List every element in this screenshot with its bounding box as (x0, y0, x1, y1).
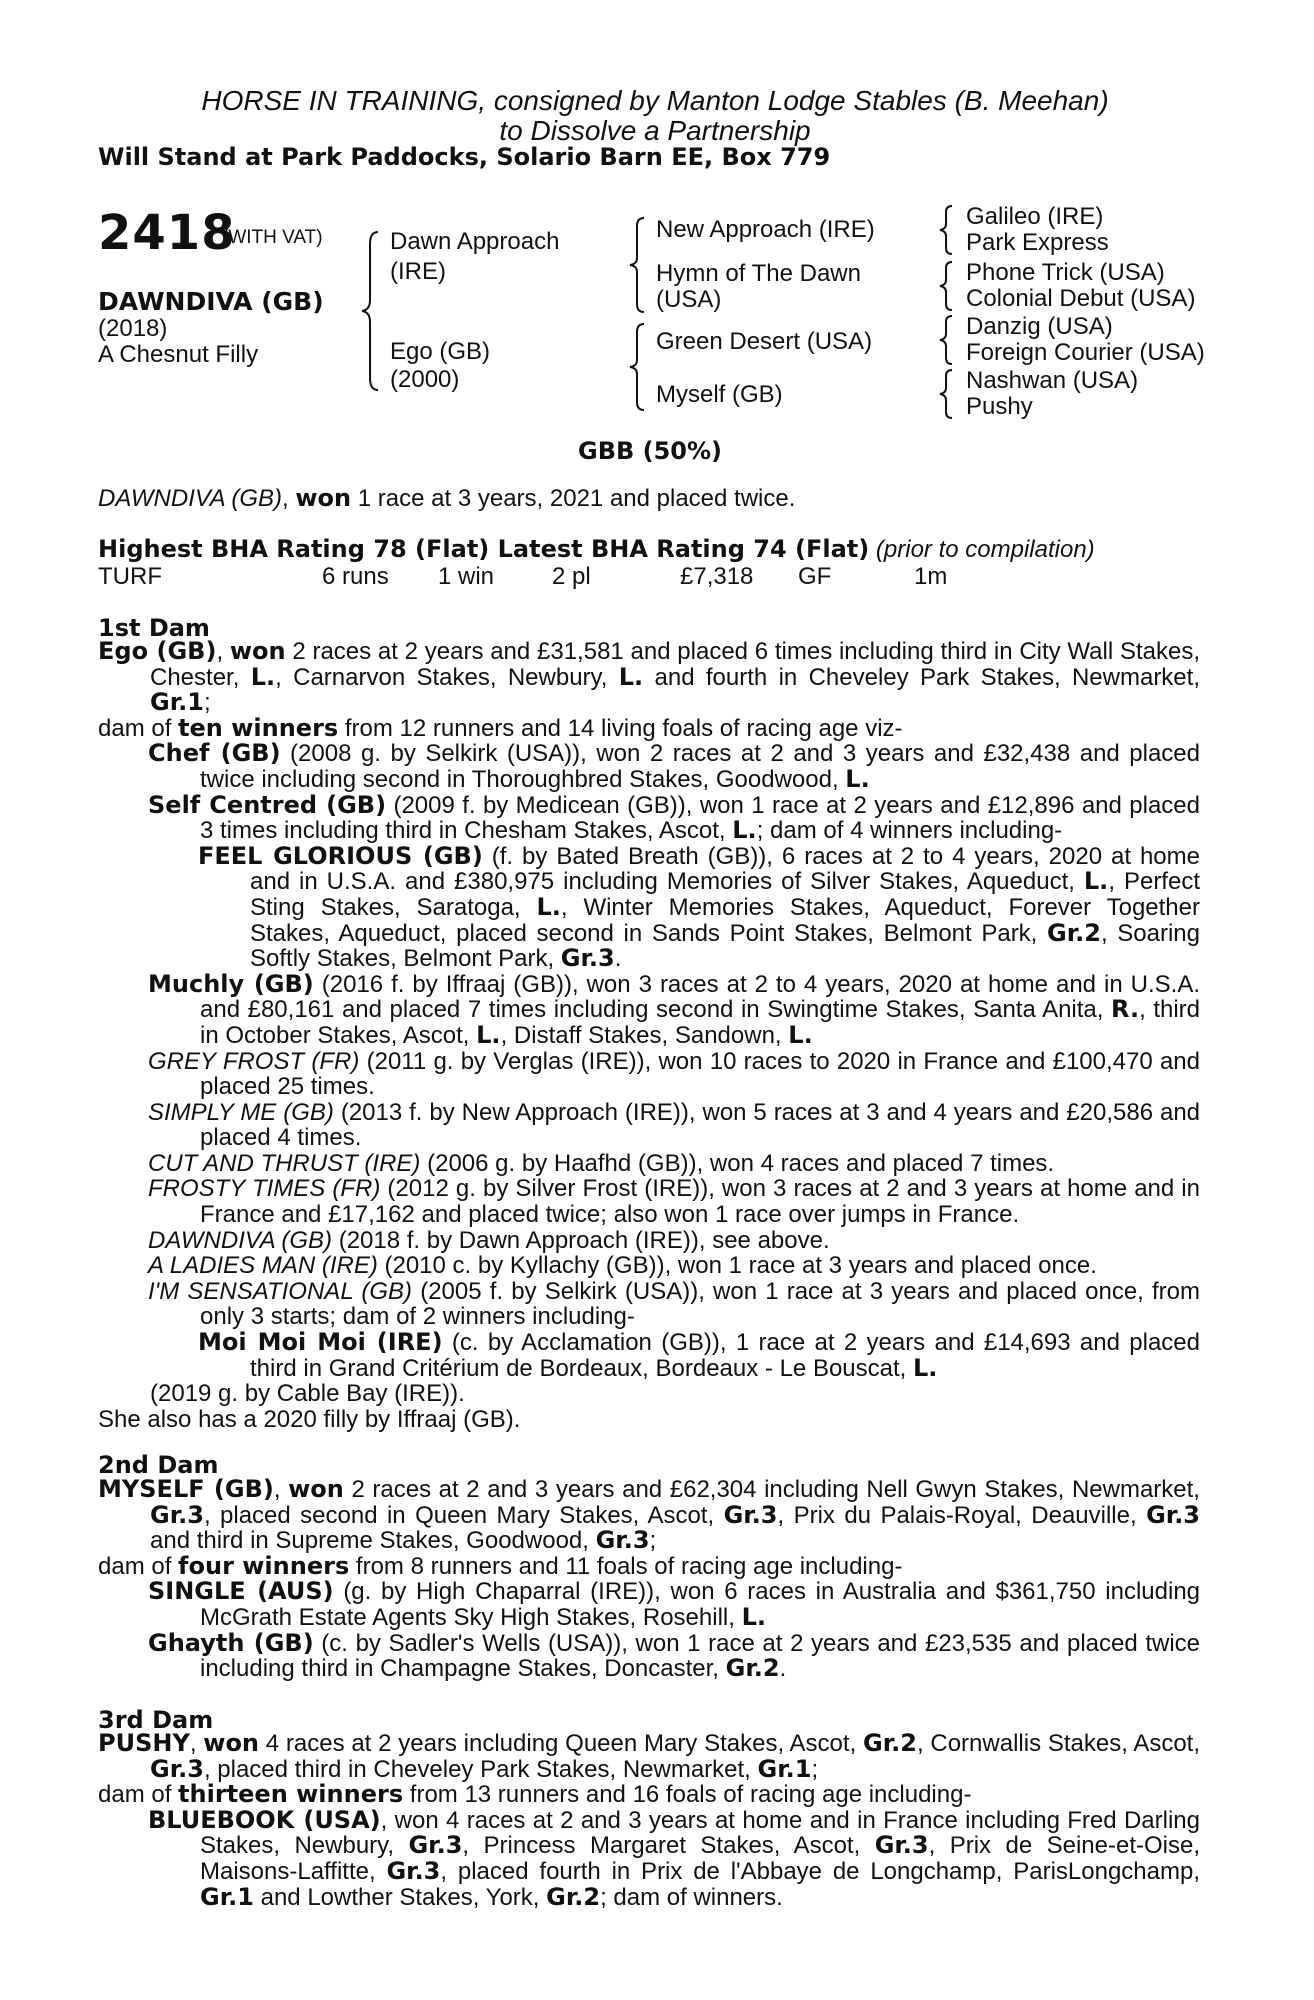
produce-moi-moi-moi: Moi Moi Moi (IRE) (c. by Acclamation (GB)), 1 race at 2 years and £14,693 and placed third in Grand Critérium de Bordeaux, Bordeaux - Le Bouscat, L. (198, 1328, 1200, 1382)
first-dam-section (98, 639, 1200, 1432)
record-wins: 1 win (438, 563, 495, 590)
sire-name: Dawn Approach (390, 228, 560, 255)
produce-muchly: Muchly (GB) (2016 f. by Iffraaj (GB)), won 3 races at 2 to 4 years, 2020 at home and in U.S.A. and £80,161 and placed 7 times including second in Swingtime Stakes, Santa Anita, R., third in October Stakes, Ascot, L., Distaff Stakes, Sandown, L. (148, 969, 1201, 1049)
sire-dam-line2: (USA) (656, 286, 722, 313)
pedigree-brace-ss (938, 204, 958, 256)
ds-dam: Foreign Courier (USA) (966, 339, 1205, 366)
pedigree-brace-sd (938, 260, 958, 312)
horse-name: DAWNDIVA (GB) (98, 287, 324, 316)
second-dam-section (98, 1477, 1200, 1682)
produce-dawndiva: DAWNDIVA (GB) (2018 f. by Dawn Approach (IRE)), see above. (148, 1226, 830, 1254)
first-dam-entry: Ego (GB), won 2 races at 2 years and £31,581 and placed 6 times including third in City Wall Stakes, Chester, L., Carnarvon Stakes, Newbury, L. and fourth in Cheveley Park Stakes, Newmarket, Gr.1; (98, 637, 1200, 717)
third-dam-entry: PUSHY, won 4 races at 2 years including Queen Mary Stakes, Ascot, Gr.2, Cornwallis Stakes, Ascot, Gr.3, placed third in Cheveley Park Stakes, Newmarket, Gr.1; (98, 1729, 1201, 1783)
sire-dam-line1: Hymn of The Dawn (656, 260, 861, 287)
produce-ghayth: Ghayth (GB) (c. by Sadler's Wells (USA)), won 1 race at 2 years and £23,535 and placed twice including third in Champagne Stakes, Doncaster, Gr.2. (148, 1628, 1201, 1683)
pedigree-brace-dam (628, 322, 650, 412)
ds-sire: Danzig (USA) (966, 313, 1113, 340)
record-surface: TURF (98, 563, 162, 590)
produce-2020-filly: She also has a 2020 filly by Iffraaj (GB). (98, 1405, 521, 1433)
dam-year: (2000) (390, 366, 460, 393)
sd-sire: Phone Trick (USA) (966, 259, 1165, 286)
produce-cut-and-thrust: CUT AND THRUST (IRE) (2006 g. by Haafhd (GB)), won 4 races and placed 7 times. (148, 1149, 1055, 1177)
produce-bluebook: BLUEBOOK (USA), won 4 races at 2 and 3 years at home and in France including Fred Darling Stakes, Newbury, Gr.3, Princess Margaret Stakes, Ascot, Gr.3, Prix de Seine-et-Oise, Maisons-Laffitte, Gr.3, placed fourth in Prix de l'Abbaye de Longchamp, ParisLongchamp, Gr.1 and Lowther Stakes, York, Gr.2; dam of winners. (148, 1805, 1200, 1911)
ss-sire: Galileo (IRE) (966, 203, 1104, 230)
produce-single: SINGLE (AUS) (g. by High Chaparral (IRE)), won 6 races in Australia and $361,750 including McGrath Estate Agents Sky High Stakes, Rosehill, L. (148, 1577, 1201, 1631)
produce-im-sensational: I'M SENSATIONAL (GB) (2005 f. by Selkirk (USA)), won 1 race at 3 years and placed once, from only 3 starts; dam of 2 winners including- (148, 1277, 1200, 1331)
produce-chef: Chef (GB) (2008 g. by Selkirk (USA)), won 2 races at 2 and 3 years and £32,438 and placed twice including second in Thoroughbred Stakes, Goodwood, L. (148, 739, 1201, 793)
sire-sire: New Approach (IRE) (656, 216, 875, 243)
record-distance: 1m (914, 563, 948, 590)
third-dam-produce-line: dam of thirteen winners from 13 runners and 16 foals of racing age including- (98, 1780, 972, 1809)
second-dam-produce-line: dam of four winners from 8 runners and 11 foals of racing age including- (98, 1551, 903, 1580)
pedigree-brace-dd (938, 368, 958, 420)
record-going: GF (798, 563, 832, 590)
dd-dam: Pushy (966, 393, 1033, 420)
produce-self-centred: Self Centred (GB) (2009 f. by Medicean (GB)), won 1 race at 2 years and £12,896 and placed 3 times including third in Chesham Stakes, Ascot, L.; dam of 4 winners including- (148, 790, 1200, 845)
bha-rating: Highest BHA Rating 78 (Flat) Latest BHA Rating 74 (Flat) (prior to compilation) (98, 535, 1095, 563)
second-dam-heading: 2nd Dam (98, 1451, 219, 1479)
produce-simply-me: SIMPLY ME (GB) (2013 f. by New Approach (IRE)), won 5 races at 3 and 4 years and £20,586 and placed 4 times. (148, 1098, 1201, 1152)
sd-dam: Colonial Debut (USA) (966, 285, 1196, 312)
produce-cable-bay: (2019 g. by Cable Bay (IRE)). (150, 1380, 465, 1408)
dam-dam: Myself (GB) (656, 381, 783, 408)
pedigree-brace-ds (938, 314, 958, 366)
produce-grey-frost: GREY FROST (FR) (2011 g. by Verglas (IRE)), won 10 races to 2020 in France and £100,470 and placed 25 times. (148, 1047, 1200, 1101)
pedigree-brace-sire (628, 216, 650, 314)
second-dam-entry: MYSELF (GB), won 2 races at 2 and 3 years and £62,304 including Nell Gwyn Stakes, Newmarket, Gr.3, placed second in Queen Mary Stakes, Ascot, Gr.3, Prix du Palais-Royal, Deauville, Gr.3 and third in Supreme Stakes, Goodwood, Gr.3; (98, 1475, 1201, 1555)
produce-feel-glorious: FEEL GLORIOUS (GB) (f. by Bated Breath (GB)), 6 races at 2 to 4 years, 2020 at home and in U.S.A. and £380,975 including Memories of Silver Stakes, Aqueduct, L., Perfect Sting Stakes, Saratoga, L., Winter Memories Stakes, Aqueduct, Forever Together Stakes, Aqueduct, placed second in Sands Point Stakes, Belmont Park, Gr.2, Soaring Softly Stakes, Belmont Park, Gr.3. (198, 841, 1201, 973)
first-dam-heading: 1st Dam (98, 614, 210, 642)
sire-country: (IRE) (390, 258, 446, 285)
ss-dam: Park Express (966, 229, 1109, 256)
dam-name: Ego (GB) (390, 338, 491, 365)
consignment-subtitle: to Dissolve a Partnership (499, 115, 811, 146)
consignment-title: HORSE IN TRAINING, consigned by Manton Lodge Stables (B. Meehan) (201, 85, 1109, 116)
produce-a-ladies-man: A LADIES MAN (IRE) (2010 c. by Kyllachy (GB)), won 1 race at 3 years and placed once. (148, 1252, 1097, 1280)
third-dam-section (98, 1731, 1200, 1910)
horse-year: (2018) (98, 315, 168, 342)
gbb-percentage: GBB (50%) (578, 437, 723, 465)
horse-description: A Chesnut Filly (98, 341, 259, 368)
vat-note: (WITH VAT) (222, 227, 323, 248)
dd-sire: Nashwan (USA) (966, 367, 1139, 394)
third-dam-heading: 3rd Dam (98, 1706, 214, 1734)
record-runs: 6 runs (322, 563, 389, 590)
first-dam-produce-line: dam of ten winners from 12 runners and 14 living foals of racing age viz- (98, 713, 903, 742)
pedigree-brace-main (360, 230, 390, 392)
record-prize: £7,318 (680, 563, 754, 590)
race-summary: DAWNDIVA (GB), won 1 race at 3 years, 2021 and placed twice. (98, 484, 796, 512)
lot-number: 2418 (98, 205, 236, 261)
record-placed: 2 pl (552, 563, 591, 590)
produce-frosty-times: FROSTY TIMES (FR) (2012 g. by Silver Frost (IRE)), won 3 races at 2 and 3 years at home and in France and £17,162 and placed twice; also won 1 race over jumps in France. (148, 1175, 1200, 1229)
dam-sire: Green Desert (USA) (656, 328, 873, 355)
stand-location: Will Stand at Park Paddocks, Solario Barn EE, Box 779 (98, 143, 831, 171)
